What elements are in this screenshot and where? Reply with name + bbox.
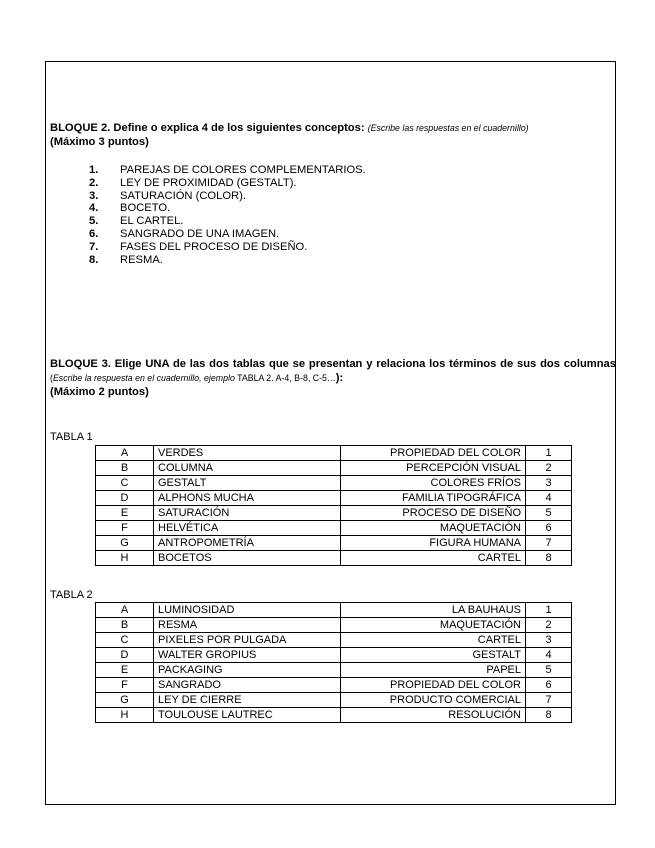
row-term: PACKAGING — [154, 663, 341, 678]
row-definition: PERCEPCIÓN VISUAL — [341, 461, 526, 476]
row-letter: F — [96, 678, 154, 693]
row-letter: A — [96, 446, 154, 461]
row-definition: FIGURA HUMANA — [341, 536, 526, 551]
table-row — [96, 663, 572, 678]
item-text: LEY DE PROXIMIDAD (GESTALT). — [120, 176, 297, 189]
table-row — [96, 536, 572, 551]
row-number: 4 — [526, 648, 572, 663]
row-definition: CARTEL — [341, 551, 526, 566]
note-paren-close: ): — [335, 372, 344, 384]
row-definition: GESTALT — [341, 648, 526, 663]
row-number: 1 — [526, 446, 572, 461]
row-number: 5 — [526, 663, 572, 678]
row-term: ALPHONS MUCHA — [154, 491, 341, 506]
row-number: 8 — [526, 708, 572, 723]
row-term: RESMA — [154, 618, 341, 633]
row-definition: FAMILIA TIPOGRÁFICA — [341, 491, 526, 506]
table-row — [96, 603, 572, 618]
row-term: HELVÉTICA — [154, 521, 341, 536]
row-letter: E — [96, 663, 154, 678]
row-letter: F — [96, 521, 154, 536]
row-term: BOCETOS — [154, 551, 341, 566]
item-number: 2. — [89, 176, 99, 189]
bloque3-heading — [50, 357, 616, 399]
list-item — [89, 241, 366, 254]
tabla1-label: TABLA 1 — [50, 431, 93, 443]
item-number: 6. — [89, 227, 99, 240]
row-term: PIXELES POR PULGADA — [154, 633, 341, 648]
row-term: COLUMNA — [154, 461, 341, 476]
row-letter: A — [96, 603, 154, 618]
bloque2-heading — [50, 121, 616, 149]
row-term: TOULOUSE LAUTREC — [154, 708, 341, 723]
bloque3-note — [50, 373, 336, 383]
table-row — [96, 618, 572, 633]
tabla1 — [95, 445, 572, 566]
row-definition: MAQUETACIÓN — [341, 618, 526, 633]
row-definition: LA BAUHAUS — [341, 603, 526, 618]
row-number: 7 — [526, 693, 572, 708]
table-row — [96, 708, 572, 723]
row-number: 3 — [526, 476, 572, 491]
row-definition: PAPEL — [341, 663, 526, 678]
table-row — [96, 551, 572, 566]
row-term: LEY DE CIERRE — [154, 693, 341, 708]
row-number: 4 — [526, 491, 572, 506]
row-letter: C — [96, 633, 154, 648]
table-row — [96, 521, 572, 536]
row-term: SATURACIÓN — [154, 506, 341, 521]
row-definition: RESOLUCIÓN — [341, 708, 526, 723]
item-number: 3. — [89, 189, 99, 202]
row-term: SANGRADO — [154, 678, 341, 693]
table-row — [96, 648, 572, 663]
row-definition: MAQUETACIÓN — [341, 521, 526, 536]
table-row — [96, 446, 572, 461]
item-text: BOCETO. — [120, 202, 171, 215]
row-number: 7 — [526, 536, 572, 551]
row-term: LUMINOSIDAD — [154, 603, 341, 618]
row-number: 1 — [526, 603, 572, 618]
row-letter: B — [96, 618, 154, 633]
item-number: 8. — [89, 253, 99, 266]
table-row — [96, 491, 572, 506]
item-text: SATURACIÓN (COLOR). — [120, 189, 246, 202]
list-item — [89, 228, 366, 241]
item-number: 4. — [89, 202, 99, 215]
row-term: WALTER GROPIUS — [154, 648, 341, 663]
list-item — [89, 254, 366, 267]
row-number: 2 — [526, 618, 572, 633]
bloque2-points: (Máximo 3 puntos) — [50, 136, 149, 148]
row-definition: CARTEL — [341, 633, 526, 648]
table-row — [96, 678, 572, 693]
row-number: 6 — [526, 521, 572, 536]
bloque3-points: (Máximo 2 puntos) — [50, 386, 149, 398]
row-letter: D — [96, 648, 154, 663]
row-letter: G — [96, 536, 154, 551]
item-text: RESMA. — [120, 253, 163, 266]
row-letter: H — [96, 708, 154, 723]
row-letter: E — [96, 506, 154, 521]
row-definition: PROPIEDAD DEL COLOR — [341, 678, 526, 693]
row-number: 2 — [526, 461, 572, 476]
row-letter: G — [96, 693, 154, 708]
row-number: 6 — [526, 678, 572, 693]
row-letter: C — [96, 476, 154, 491]
item-text: PAREJAS DE COLORES COMPLEMENTARIOS. — [120, 164, 366, 176]
note-italic: Escribe la respuesta en el cuadernillo, ejemplo — [52, 373, 235, 383]
row-number: 3 — [526, 633, 572, 648]
list-item — [89, 177, 366, 190]
item-text: EL CARTEL. — [120, 215, 184, 228]
item-text: SANGRADO DE UNA IMAGEN. — [120, 227, 280, 240]
table-row — [96, 693, 572, 708]
row-term: GESTALT — [154, 476, 341, 491]
row-letter: B — [96, 461, 154, 476]
note-paren-open: ( — [50, 373, 53, 383]
list-item — [89, 202, 366, 215]
concept-list — [89, 164, 366, 266]
table-row — [96, 633, 572, 648]
tabla2 — [95, 602, 572, 723]
item-number: 5. — [89, 215, 99, 228]
row-definition: PROPIEDAD DEL COLOR — [341, 446, 526, 461]
row-letter: H — [96, 551, 154, 566]
row-definition: PRODUCTO COMERCIAL — [341, 693, 526, 708]
bloque2-title: BLOQUE 2. Define o explica 4 de los siguientes conceptos: — [50, 122, 365, 134]
row-term: VERDES — [154, 446, 341, 461]
tabla2-label: TABLA 2 — [50, 589, 93, 601]
list-item — [89, 164, 366, 177]
row-number: 5 — [526, 506, 572, 521]
row-letter: D — [96, 491, 154, 506]
bloque3-title: BLOQUE 3. Elige UNA de las dos tablas que se presentan y relaciona los términos de sus dos columnas — [50, 358, 616, 370]
row-number: 8 — [526, 551, 572, 566]
table-row — [96, 476, 572, 491]
list-item — [89, 215, 366, 228]
list-item — [89, 190, 366, 203]
bloque2-note: (Escribe las respuestas en el cuadernillo) — [367, 123, 529, 133]
item-text: FASES DEL PROCESO DE DISEÑO. — [120, 240, 308, 253]
row-definition: COLORES FRÍOS — [341, 476, 526, 491]
note-example: TABLA 2. A-4, B-8, C-5… — [234, 373, 336, 383]
table-row — [96, 461, 572, 476]
row-definition: PROCESO DE DISEÑO — [341, 506, 526, 521]
item-number: 7. — [89, 240, 99, 253]
table-row — [96, 506, 572, 521]
item-number: 1. — [89, 164, 99, 176]
row-term: ANTROPOMETRÍA — [154, 536, 341, 551]
